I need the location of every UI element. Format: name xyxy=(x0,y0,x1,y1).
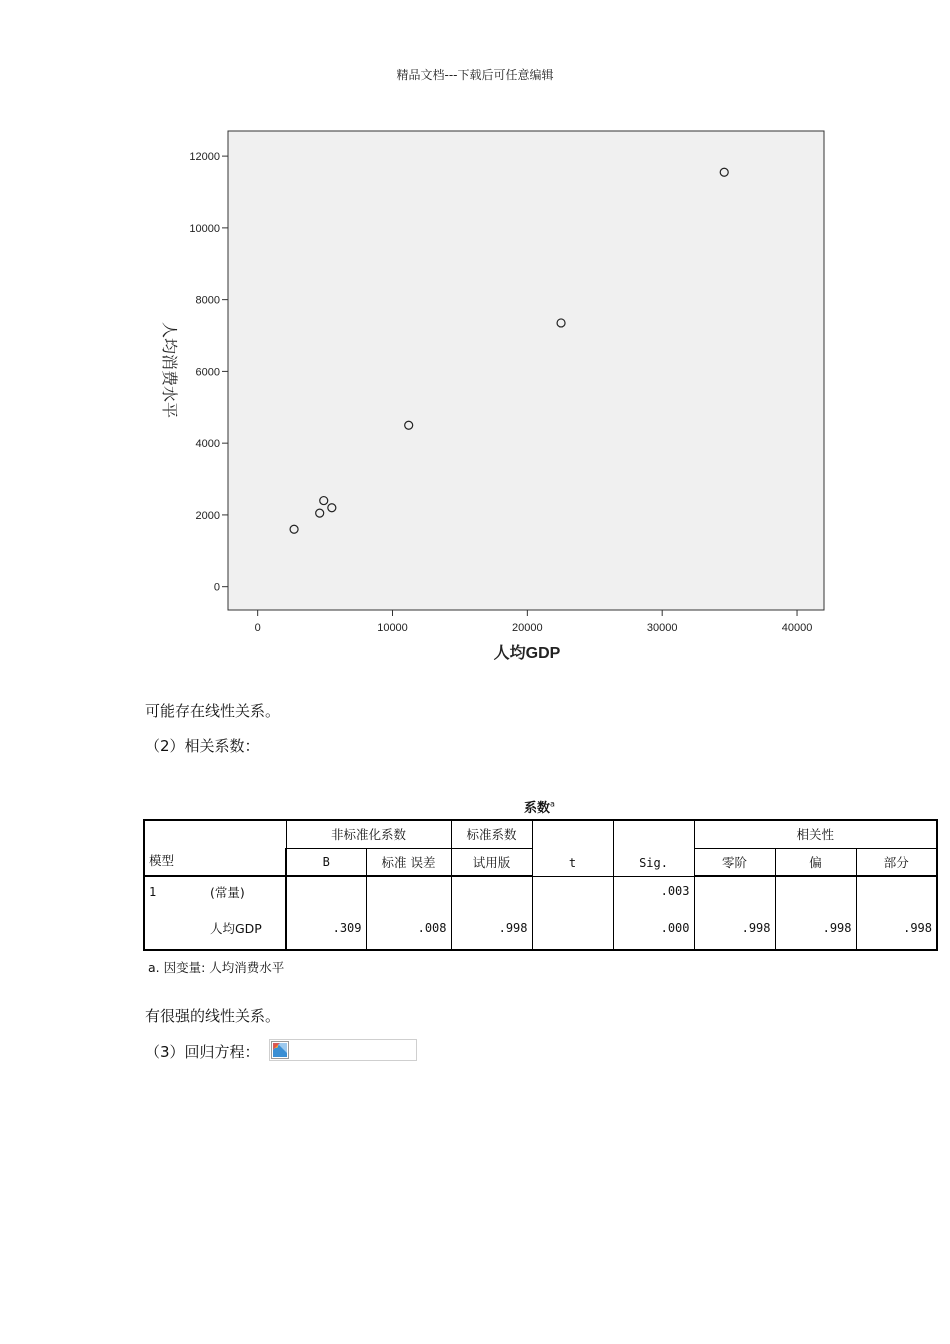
y-tick-label: 4000 xyxy=(195,438,220,451)
header-t: t xyxy=(532,820,613,876)
cell-partial xyxy=(775,876,856,906)
table-footnote: a. 因变量: 人均消费水平 xyxy=(148,960,285,975)
coefficients-table xyxy=(143,819,938,951)
header-model: 模型 xyxy=(144,848,286,876)
table-row xyxy=(144,876,937,906)
x-tick-label: 0 xyxy=(254,622,261,634)
broken-image-icon xyxy=(271,1041,289,1059)
header-correlations: 相关性 xyxy=(694,820,937,848)
cell-beta: .998 xyxy=(451,906,532,950)
paragraph-correlation-heading: （2）相关系数： xyxy=(145,737,260,755)
x-tick-label: 20000 xyxy=(512,622,543,634)
y-tick-label: 12000 xyxy=(189,151,220,164)
cell-model-no: 1 xyxy=(144,876,206,906)
cell-zero: .998 xyxy=(694,906,775,950)
header-sig: Sig. xyxy=(613,820,694,876)
table-title-text: 系数 xyxy=(524,801,551,816)
header-part: 部分 xyxy=(856,848,937,876)
header-beta: 试用版 xyxy=(451,848,532,876)
y-tick-label: 6000 xyxy=(195,366,220,379)
y-axis xyxy=(189,151,228,594)
cell-label: (常量) xyxy=(206,876,286,906)
cell-beta xyxy=(451,876,532,906)
y-tick-label: 0 xyxy=(213,581,220,594)
header-partial: 偏 xyxy=(775,848,856,876)
x-tick-label: 30000 xyxy=(646,622,678,634)
y-axis-label: 人均消费水平 xyxy=(160,321,177,419)
x-tick-label: 10000 xyxy=(377,622,408,634)
cell-t xyxy=(532,876,613,906)
y-tick-label: 10000 xyxy=(189,222,220,235)
y-tick-label: 2000 xyxy=(195,509,220,522)
cell-se: .008 xyxy=(366,906,451,950)
table-row xyxy=(144,906,937,950)
cell-zero xyxy=(694,876,775,906)
x-tick-label: 40000 xyxy=(781,622,813,634)
cell-part xyxy=(856,876,937,906)
cell-partial: .998 xyxy=(775,906,856,950)
cell-sig: .000 xyxy=(613,906,694,950)
cell-sig: .003 xyxy=(613,876,694,906)
x-axis xyxy=(255,610,813,634)
cell-model-no xyxy=(144,906,206,950)
header-model-top xyxy=(144,820,286,848)
y-tick-label: 8000 xyxy=(195,294,220,307)
header-unstandardized: 非标准化系数 xyxy=(286,820,451,848)
table-title xyxy=(143,797,936,816)
paragraph-linear-possible: 可能存在线性关系。 xyxy=(145,702,281,720)
page-header: 精品文档---下载后可任意编辑 xyxy=(396,68,554,82)
header-standardized: 标准系数 xyxy=(451,820,532,848)
paragraph-strong-linear: 有很强的线性关系。 xyxy=(145,1007,281,1025)
x-axis-label: 人均GDP xyxy=(493,645,561,662)
table-title-sup: a xyxy=(550,799,555,809)
cell-label: 人均GDP xyxy=(206,906,286,950)
cell-t xyxy=(532,906,613,950)
scatter-plot xyxy=(140,118,840,668)
paragraph-regression-heading: （3）回归方程： xyxy=(145,1043,260,1061)
equation-image-placeholder xyxy=(269,1039,417,1061)
cell-b xyxy=(286,876,366,906)
header-std-error: 标准 误差 xyxy=(366,848,451,876)
header-b: B xyxy=(286,848,366,876)
header-zero-order: 零阶 xyxy=(694,848,775,876)
cell-se xyxy=(366,876,451,906)
plot-area xyxy=(228,131,824,610)
cell-b: .309 xyxy=(286,906,366,950)
cell-part: .998 xyxy=(856,906,937,950)
